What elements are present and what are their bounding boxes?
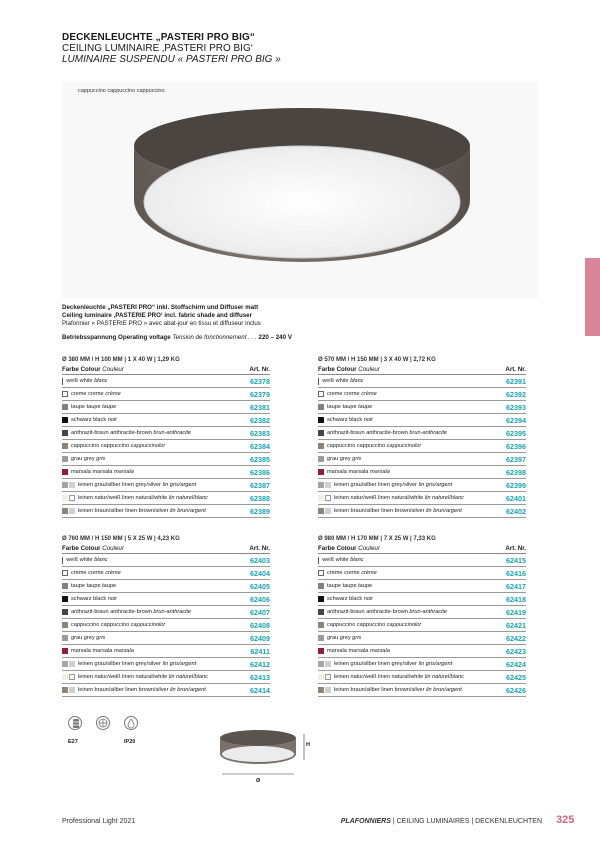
colour-name: grau grey gris — [327, 456, 362, 462]
table-row — [62, 645, 270, 658]
colour-name: leinen natur/weiß linen natural/white lin naturel/blanc — [78, 674, 209, 680]
table-header — [62, 365, 270, 375]
article-number: 62426 — [506, 685, 526, 695]
article-number: 62424 — [506, 659, 526, 669]
table-row — [62, 606, 270, 619]
article-number: 62415 — [506, 555, 526, 565]
colour-swatch — [62, 687, 68, 693]
article-number: 62419 — [506, 607, 526, 617]
colour-swatch — [62, 661, 68, 667]
voltage-label: Betriebsspannung Operating voltage — [62, 333, 171, 341]
table-row — [62, 632, 270, 645]
table-row — [318, 632, 526, 645]
table-row — [318, 479, 526, 492]
colour-swatch — [62, 404, 68, 410]
size-spec: Ø 570 MM / H 150 MM | 3 X 40 W | 2,72 KG — [318, 357, 436, 363]
colour-swatch — [62, 635, 68, 641]
e27-label: E27 — [68, 739, 78, 745]
colour-swatch — [318, 469, 324, 475]
size-spec: Ø 980 MM / H 170 MM | 7 X 25 W | 7,33 KG — [318, 536, 436, 542]
table-row — [318, 453, 526, 466]
chapter-tab — [585, 258, 600, 336]
title-de: DECKENLEUCHTE „PASTERI PRO BIG“ — [62, 32, 255, 43]
colour-swatch — [318, 495, 324, 501]
article-number: 62421 — [506, 620, 526, 630]
diameter-label: Ø — [256, 778, 261, 784]
article-number: 62383 — [250, 428, 270, 438]
size-table — [62, 356, 270, 518]
colour-swatch — [325, 495, 331, 501]
table-row — [62, 671, 270, 684]
colour-swatch — [318, 609, 324, 615]
footer-section-de: DECKENLEUCHTEN — [475, 818, 542, 825]
article-number: 62409 — [250, 633, 270, 643]
article-number: 62406 — [250, 594, 270, 604]
table-row — [318, 388, 526, 401]
colour-name: anthrazit-braun anthracite-brown brun-anthracite — [327, 430, 448, 436]
colour-swatch — [62, 557, 63, 564]
colour-name: schwarz black noir — [71, 596, 118, 602]
colour-name: leinen braun/silber linen brown/silver lin brun/argent — [334, 508, 462, 514]
article-number: 62404 — [250, 568, 270, 578]
table-header — [318, 544, 526, 554]
article-number: 62422 — [506, 633, 526, 643]
table-row — [318, 593, 526, 606]
article-number: 62408 — [250, 620, 270, 630]
article-number: 62407 — [250, 607, 270, 617]
article-number: 62381 — [250, 402, 270, 412]
table-row — [318, 414, 526, 427]
footer-section-en: CEILING LUMINAIRES — [396, 818, 470, 825]
colour-name: anthrazit-braun anthracite-brown brun-anthracite — [71, 430, 192, 436]
article-number: 62401 — [506, 493, 526, 503]
colour-name: taupe taupe taupe — [327, 404, 373, 410]
table-row — [318, 658, 526, 671]
colour-name: marsala marsala marsala — [327, 648, 390, 654]
colour-swatch — [62, 469, 68, 475]
colour-header: Farbe Colour Couleur — [318, 545, 380, 552]
feature-icons — [68, 716, 152, 730]
colour-name: taupe taupe taupe — [71, 583, 117, 589]
size-spec: Ø 760 MM / H 150 MM | 5 X 25 W | 4,23 KG — [62, 536, 180, 542]
colour-name: schwarz black noir — [71, 417, 118, 423]
colour-name: leinen natur/weiß linen natural/white lin naturel/blanc — [334, 674, 465, 680]
colour-swatch — [318, 635, 324, 641]
colour-swatch — [62, 674, 68, 680]
colour-name: creme creme crème — [327, 391, 377, 397]
colour-swatch — [62, 391, 68, 397]
article-number: 62413 — [250, 672, 270, 682]
colour-name: weiß white blanc — [66, 378, 108, 384]
colour-header: Farbe Colour Couleur — [62, 545, 124, 552]
colour-swatch — [62, 583, 68, 589]
colour-name: leinen natur/weiß linen natural/white lin naturel/blanc — [78, 495, 209, 501]
colour-swatch — [318, 622, 324, 628]
colour-swatch — [318, 557, 319, 564]
table-row — [318, 554, 526, 567]
table-row — [62, 375, 270, 388]
table-row — [62, 440, 270, 453]
table-row — [62, 567, 270, 580]
article-number: 62405 — [250, 581, 270, 591]
colour-name: leinen braun/silber linen brown/silver lin brun/argent — [78, 508, 206, 514]
colour-name: taupe taupe taupe — [71, 404, 117, 410]
description-en: Ceiling luminaire ‚PASTERIE PRO‘ incl. fabric shade and diffuser — [62, 312, 253, 320]
table-row — [62, 505, 270, 518]
colour-name: taupe taupe taupe — [327, 583, 373, 589]
colour-swatch — [62, 378, 63, 385]
title-fr: LUMINAIRE SUSPENDU « PASTERI PRO BIG » — [62, 54, 281, 65]
table-row — [318, 401, 526, 414]
article-number: 62391 — [506, 376, 526, 386]
colour-header: Farbe Colour Couleur — [62, 366, 124, 373]
table-row — [318, 567, 526, 580]
colour-name: leinen braun/silber linen brown/silver lin brun/argent — [78, 687, 206, 693]
article-number: 62382 — [250, 415, 270, 425]
colour-swatch — [325, 482, 331, 488]
table-row — [318, 505, 526, 518]
e27-bulb-icon — [68, 716, 82, 730]
colour-swatch — [318, 456, 324, 462]
colour-swatch — [325, 661, 331, 667]
article-number: 62379 — [250, 389, 270, 399]
table-row — [318, 492, 526, 505]
colour-name: grau grey gris — [71, 456, 106, 462]
colour-swatch — [62, 609, 68, 615]
table-header — [318, 365, 526, 375]
colour-swatch — [318, 648, 324, 654]
colour-swatch — [69, 508, 75, 514]
voltage-value: 220 – 240 V — [258, 333, 292, 341]
article-number: 62388 — [250, 493, 270, 503]
colour-swatch — [69, 674, 75, 680]
article-number: 62396 — [506, 441, 526, 451]
colour-swatch — [318, 378, 319, 385]
colour-swatch — [318, 391, 324, 397]
table-row — [62, 466, 270, 479]
table-row — [318, 440, 526, 453]
ceiling-lamp-illustration — [62, 82, 538, 298]
size-spec: Ø 380 MM / H 100 MM | 1 X 40 W | 1,29 KG — [62, 357, 180, 363]
table-row — [62, 619, 270, 632]
colour-name: schwarz black noir — [327, 596, 374, 602]
colour-swatch — [318, 570, 324, 576]
footer-catalogue: Professional Light 2021 — [62, 818, 136, 825]
size-table — [318, 356, 526, 518]
article-number: 62387 — [250, 480, 270, 490]
art-header: Art. Nr. — [505, 545, 526, 552]
colour-swatch — [318, 674, 324, 680]
article-number: 62417 — [506, 581, 526, 591]
article-number: 62416 — [506, 568, 526, 578]
colour-swatch — [69, 482, 75, 488]
colour-name: marsala marsala marsala — [71, 469, 134, 475]
article-number: 62423 — [506, 646, 526, 656]
colour-name: cappuccino cappuccino cappuccinolor — [327, 443, 422, 449]
colour-name: weiß white blanc — [322, 557, 364, 563]
table-row — [62, 414, 270, 427]
title-en: CEILING LUMINAIRE ‚PASTERI PRO BIG‘ — [62, 43, 253, 54]
page-header — [62, 32, 281, 65]
colour-name: leinen braun/silber linen brown/silver lin brun/argent — [334, 687, 462, 693]
table-row — [62, 388, 270, 401]
colour-name: leinen grau/silber linen grey/silver lin gris/argent — [78, 661, 197, 667]
description-de: Deckenleuchte „PASTERI PRO“ inkl. Stoffschirm und Diffuser matt — [62, 304, 259, 311]
article-number: 62418 — [506, 594, 526, 604]
colour-swatch — [318, 482, 324, 488]
ip20-drop-icon — [124, 716, 138, 730]
art-header: Art. Nr. — [249, 366, 270, 373]
article-number: 62385 — [250, 454, 270, 464]
colour-name: leinen grau/silber linen grey/silver lin gris/argent — [334, 482, 453, 488]
colour-name: leinen grau/silber linen grey/silver lin gris/argent — [334, 661, 453, 667]
size-table — [62, 535, 270, 697]
table-row — [318, 645, 526, 658]
voltage-line — [62, 334, 292, 342]
size-table — [318, 535, 526, 697]
colour-swatch — [325, 508, 331, 514]
colour-name: marsala marsala marsala — [327, 469, 390, 475]
colour-name: cappuccino cappuccino cappuccinolor — [327, 622, 422, 628]
colour-header: Farbe Colour Couleur — [318, 366, 380, 373]
art-header: Art. Nr. — [249, 545, 270, 552]
colour-swatch — [62, 570, 68, 576]
colour-swatch — [318, 687, 324, 693]
table-row — [62, 684, 270, 697]
table-row — [62, 492, 270, 505]
article-number: 62397 — [506, 454, 526, 464]
colour-name: anthrazit-braun anthracite-brown brun-anthracite — [71, 609, 192, 615]
table-header — [62, 544, 270, 554]
colour-swatch — [318, 508, 324, 514]
table-row — [318, 606, 526, 619]
colour-swatch — [62, 508, 68, 514]
colour-name: grau grey gris — [71, 635, 106, 641]
colour-name: creme creme crème — [327, 570, 377, 576]
colour-swatch — [318, 583, 324, 589]
footer-section: PLAFONNIERS | CEILING LUMINAIRES | DECKENLEUCHTEN — [340, 818, 542, 825]
table-row — [62, 554, 270, 567]
footer-section-fr: PLAFONNIERS — [340, 818, 391, 825]
table-row — [318, 466, 526, 479]
article-number: 62392 — [506, 389, 526, 399]
protection-class-icon — [96, 716, 110, 730]
colour-swatch — [62, 430, 68, 436]
table-row — [318, 580, 526, 593]
colour-swatch — [62, 456, 68, 462]
table-row — [62, 580, 270, 593]
colour-swatch — [318, 417, 324, 423]
article-number: 62399 — [506, 480, 526, 490]
colour-name: weiß white blanc — [66, 557, 108, 563]
colour-name: cappuccino cappuccino cappuccinolor — [71, 622, 166, 628]
colour-swatch — [69, 661, 75, 667]
table-row — [62, 593, 270, 606]
product-description — [62, 304, 292, 342]
article-number: 62395 — [506, 428, 526, 438]
table-row — [62, 401, 270, 414]
table-row — [318, 375, 526, 388]
colour-swatch — [318, 404, 324, 410]
colour-name: weiß white blanc — [322, 378, 364, 384]
voltage-label-fr: Tension de fonctionnement . . . — [172, 333, 257, 341]
colour-swatch — [325, 687, 331, 693]
colour-swatch — [69, 687, 75, 693]
colour-swatch — [62, 622, 68, 628]
table-row — [318, 684, 526, 697]
colour-swatch — [318, 430, 324, 436]
colour-name: creme creme crème — [71, 570, 121, 576]
colour-swatch — [62, 596, 68, 602]
art-header: Art. Nr. — [505, 366, 526, 373]
colour-name: leinen grau/silber linen grey/silver lin gris/argent — [78, 482, 197, 488]
colour-swatch — [62, 495, 68, 501]
colour-name: marsala marsala marsala — [71, 648, 134, 654]
article-number: 62411 — [250, 646, 270, 656]
colour-name: leinen natur/weiß linen natural/white lin naturel/blanc — [334, 495, 465, 501]
colour-swatch — [69, 495, 75, 501]
table-row — [62, 427, 270, 440]
photo-caption: cappuccino cappuccino cappuccino — [78, 88, 165, 94]
article-number: 62414 — [250, 685, 270, 695]
colour-swatch — [62, 443, 68, 449]
table-row — [62, 453, 270, 466]
colour-swatch — [325, 674, 331, 680]
colour-swatch — [62, 417, 68, 423]
article-number: 62393 — [506, 402, 526, 412]
description-fr: Plafonnier « PASTERIE PRO » avec abat-jour en tissu et diffuseur inclus — [62, 320, 261, 328]
colour-name: cappuccino cappuccino cappuccinolor — [71, 443, 166, 449]
article-number: 62412 — [250, 659, 270, 669]
colour-swatch — [318, 661, 324, 667]
colour-swatch — [318, 596, 324, 602]
table-row — [318, 671, 526, 684]
article-number: 62378 — [250, 376, 270, 386]
article-number: 62402 — [506, 506, 526, 516]
colour-swatch — [62, 482, 68, 488]
article-number: 62384 — [250, 441, 270, 451]
colour-swatch — [318, 443, 324, 449]
article-number: 62425 — [506, 672, 526, 682]
page-number: 325 — [556, 814, 575, 826]
table-row — [318, 619, 526, 632]
article-number: 62386 — [250, 467, 270, 477]
dimension-drawing — [218, 728, 314, 786]
colour-swatch — [62, 648, 68, 654]
table-row — [62, 479, 270, 492]
article-number: 62389 — [250, 506, 270, 516]
table-row — [62, 658, 270, 671]
ip20-label: IP20 — [124, 739, 136, 745]
table-row — [318, 427, 526, 440]
product-photo — [62, 82, 538, 298]
colour-name: anthrazit-braun anthracite-brown brun-anthracite — [327, 609, 448, 615]
colour-name: grau grey gris — [327, 635, 362, 641]
colour-name: creme creme crème — [71, 391, 121, 397]
article-number: 62403 — [250, 555, 270, 565]
colour-name: schwarz black noir — [327, 417, 374, 423]
article-number: 62394 — [506, 415, 526, 425]
height-label: H — [306, 742, 310, 748]
article-number: 62398 — [506, 467, 526, 477]
